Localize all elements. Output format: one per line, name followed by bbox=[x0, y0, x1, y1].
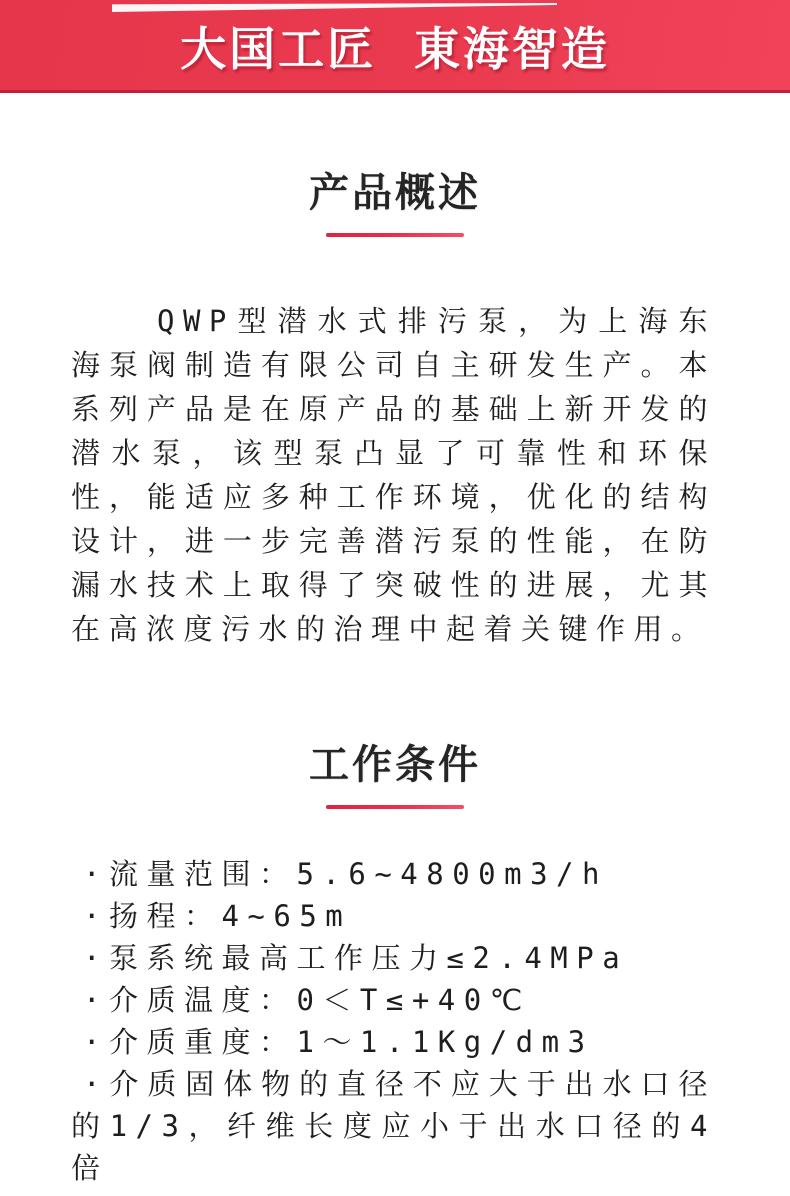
condition-item-medium-density: ·介质重度：1～1.1Kg/dm3 bbox=[83, 1025, 594, 1059]
condition-item-flow-range: ·流量范围：5.6~4800m3/h bbox=[83, 857, 608, 891]
conditions-heading-underline bbox=[326, 805, 464, 809]
conditions-list bbox=[71, 853, 716, 1189]
condition-item-medium-temperature: ·介质温度：0＜T≤+40℃ bbox=[83, 983, 531, 1017]
condition-item-solids-size: ·介质固体物的直径不应大于出水口径的1/3，纤维长度应小于出水口径的4倍 bbox=[71, 1067, 716, 1185]
overview-heading-underline bbox=[326, 233, 464, 237]
brand-banner bbox=[0, 0, 790, 93]
section-working-conditions bbox=[0, 745, 790, 1189]
condition-item-max-pressure: ·泵系统最高工作压力≤2.4MPa bbox=[83, 941, 629, 975]
condition-item-head: ·扬程：4~65m bbox=[83, 899, 352, 933]
banner-highlight-streak bbox=[112, 3, 557, 12]
overview-paragraph: QWP型潜水式排污泵，为上海东海泵阀制造有限公司自主研发生产。本系列产品是在原产品的基础上新开发的潜水泵，该型泵凸显了可靠性和环保性，能适应多种工作环境，优化的结构设计，进一步完善潜污泵的性能，在防漏水技术上取得了突破性的进展，尤其在高浓度污水的治理中起着关键作用。 bbox=[71, 304, 716, 646]
banner-title: 大国工匠 東海智造 bbox=[180, 22, 610, 75]
conditions-heading: 工作条件 bbox=[309, 743, 481, 787]
section-product-overview bbox=[0, 173, 790, 651]
overview-heading: 产品概述 bbox=[309, 171, 481, 215]
